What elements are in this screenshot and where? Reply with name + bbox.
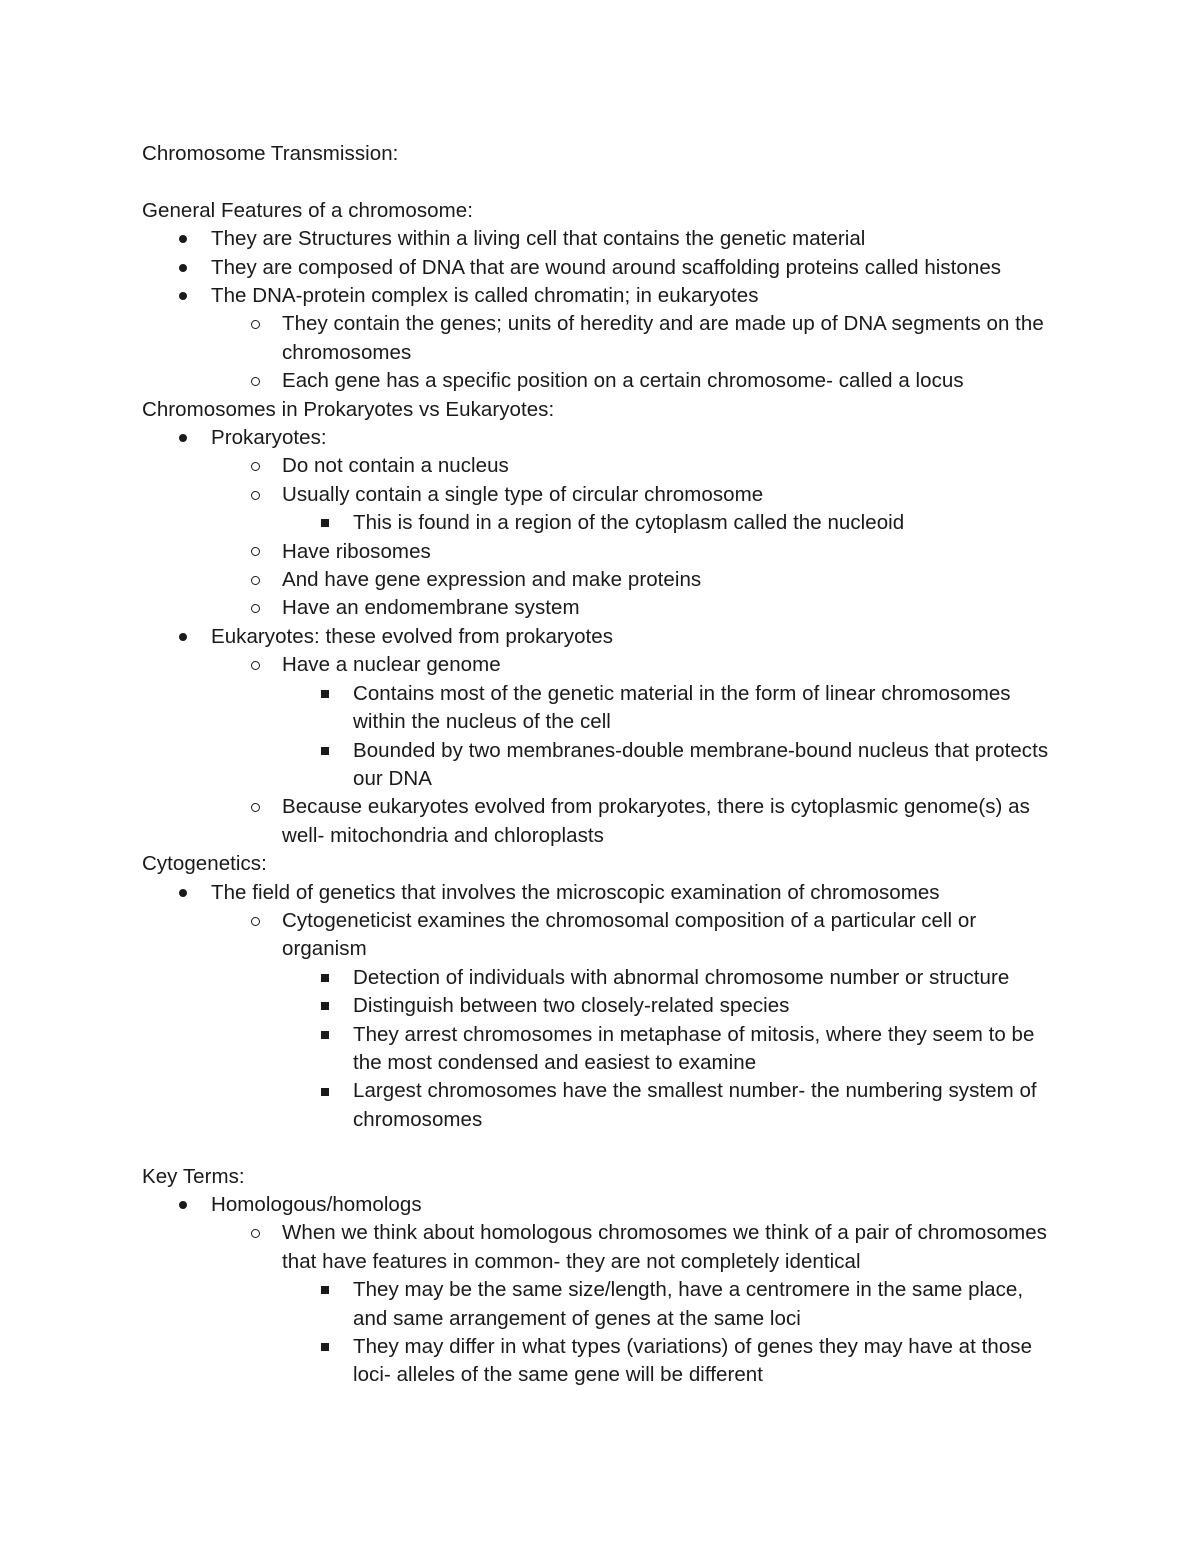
- list-item: This is found in a region of the cytoplasm called the nucleoid: [142, 509, 1072, 537]
- section-heading-general: General Features of a chromosome:: [142, 198, 473, 222]
- bullet-circle-icon: [248, 566, 262, 594]
- list-item: The field of genetics that involves the microscopic examination of chromosomes: [142, 879, 1072, 907]
- bullet-square-icon: [318, 680, 332, 708]
- bullet-circle-icon: [248, 651, 262, 679]
- bullet-circle-icon: [248, 594, 262, 622]
- bullet-circle-icon: [248, 907, 262, 935]
- bullet-square-icon: [318, 964, 332, 992]
- list-item: They contain the genes; units of heredity and are made up of DNA segments on the chromosomes: [142, 310, 1072, 367]
- list-item: Cytogeneticist examines the chromosomal composition of a particular cell or organism: [142, 907, 1072, 964]
- section-heading-cytogenetics: Cytogenetics:: [142, 852, 267, 876]
- bullet-circle-icon: [248, 1219, 262, 1247]
- spacer: [142, 168, 1072, 196]
- bullet-disc-icon: [176, 282, 190, 310]
- section-heading-key-terms: Key Terms:: [142, 1164, 245, 1188]
- list-item: They may differ in what types (variations) of genes they may have at those loci- alleles of the same gene will be different: [142, 1333, 1072, 1390]
- list-item: Because eukaryotes evolved from prokaryotes, there is cytoplasmic genome(s) as well- mitochondria and chloroplasts: [142, 793, 1072, 850]
- bullet-square-icon: [318, 737, 332, 765]
- bullet-square-icon: [318, 992, 332, 1020]
- bullet-square-icon: [318, 509, 332, 537]
- list-item: Usually contain a single type of circular chromosome: [142, 481, 1072, 509]
- bullet-disc-icon: [176, 424, 190, 452]
- bullet-square-icon: [318, 1276, 332, 1304]
- list-item: The DNA-protein complex is called chromatin; in eukaryotes: [142, 282, 1072, 310]
- bullet-disc-icon: [176, 225, 190, 253]
- bullet-circle-icon: [248, 538, 262, 566]
- section-heading-prok-euk: Chromosomes in Prokaryotes vs Eukaryotes:: [142, 397, 555, 421]
- bullet-disc-icon: [176, 254, 190, 282]
- list-item: Largest chromosomes have the smallest number- the numbering system of chromosomes: [142, 1077, 1072, 1134]
- list-item: Prokaryotes:: [142, 424, 1072, 452]
- bullet-square-icon: [318, 1077, 332, 1105]
- bullet-disc-icon: [176, 623, 190, 651]
- list-item: They are Structures within a living cell that contains the genetic material: [142, 225, 1072, 253]
- list-item: When we think about homologous chromosomes we think of a pair of chromosomes that have features in common- they are not completely identical: [142, 1219, 1072, 1276]
- bullet-circle-icon: [248, 481, 262, 509]
- list-item: Have a nuclear genome: [142, 651, 1072, 679]
- bullet-circle-icon: [248, 452, 262, 480]
- list-item: Have ribosomes: [142, 538, 1072, 566]
- list-item: They may be the same size/length, have a centromere in the same place, and same arrangement of genes at the same loci: [142, 1276, 1072, 1333]
- spacer: [142, 1134, 1072, 1162]
- list-item: Detection of individuals with abnormal chromosome number or structure: [142, 964, 1072, 992]
- document-title: Chromosome Transmission:: [142, 142, 399, 165]
- bullet-circle-icon: [248, 793, 262, 821]
- bullet-disc-icon: [176, 879, 190, 907]
- list-item: They are composed of DNA that are wound around scaffolding proteins called histones: [142, 254, 1072, 282]
- bullet-square-icon: [318, 1021, 332, 1049]
- list-item: Have an endomembrane system: [142, 594, 1072, 622]
- bullet-disc-icon: [176, 1191, 190, 1219]
- list-item: Each gene has a specific position on a certain chromosome- called a locus: [142, 367, 1072, 395]
- list-item: Contains most of the genetic material in the form of linear chromosomes within the nucleus of the cell: [142, 680, 1072, 737]
- list-item: Distinguish between two closely-related species: [142, 992, 1072, 1020]
- list-item: Do not contain a nucleus: [142, 452, 1072, 480]
- list-item: And have gene expression and make proteins: [142, 566, 1072, 594]
- bullet-circle-icon: [248, 367, 262, 395]
- list-item: Eukaryotes: these evolved from prokaryotes: [142, 623, 1072, 651]
- bullet-circle-icon: [248, 310, 262, 338]
- list-item: Bounded by two membranes-double membrane-bound nucleus that protects our DNA: [142, 737, 1072, 794]
- list-item: Homologous/homologs: [142, 1191, 1072, 1219]
- bullet-square-icon: [318, 1333, 332, 1361]
- list-item: They arrest chromosomes in metaphase of mitosis, where they seem to be the most condensed and easiest to examine: [142, 1021, 1072, 1078]
- document-page: [142, 140, 1072, 1390]
